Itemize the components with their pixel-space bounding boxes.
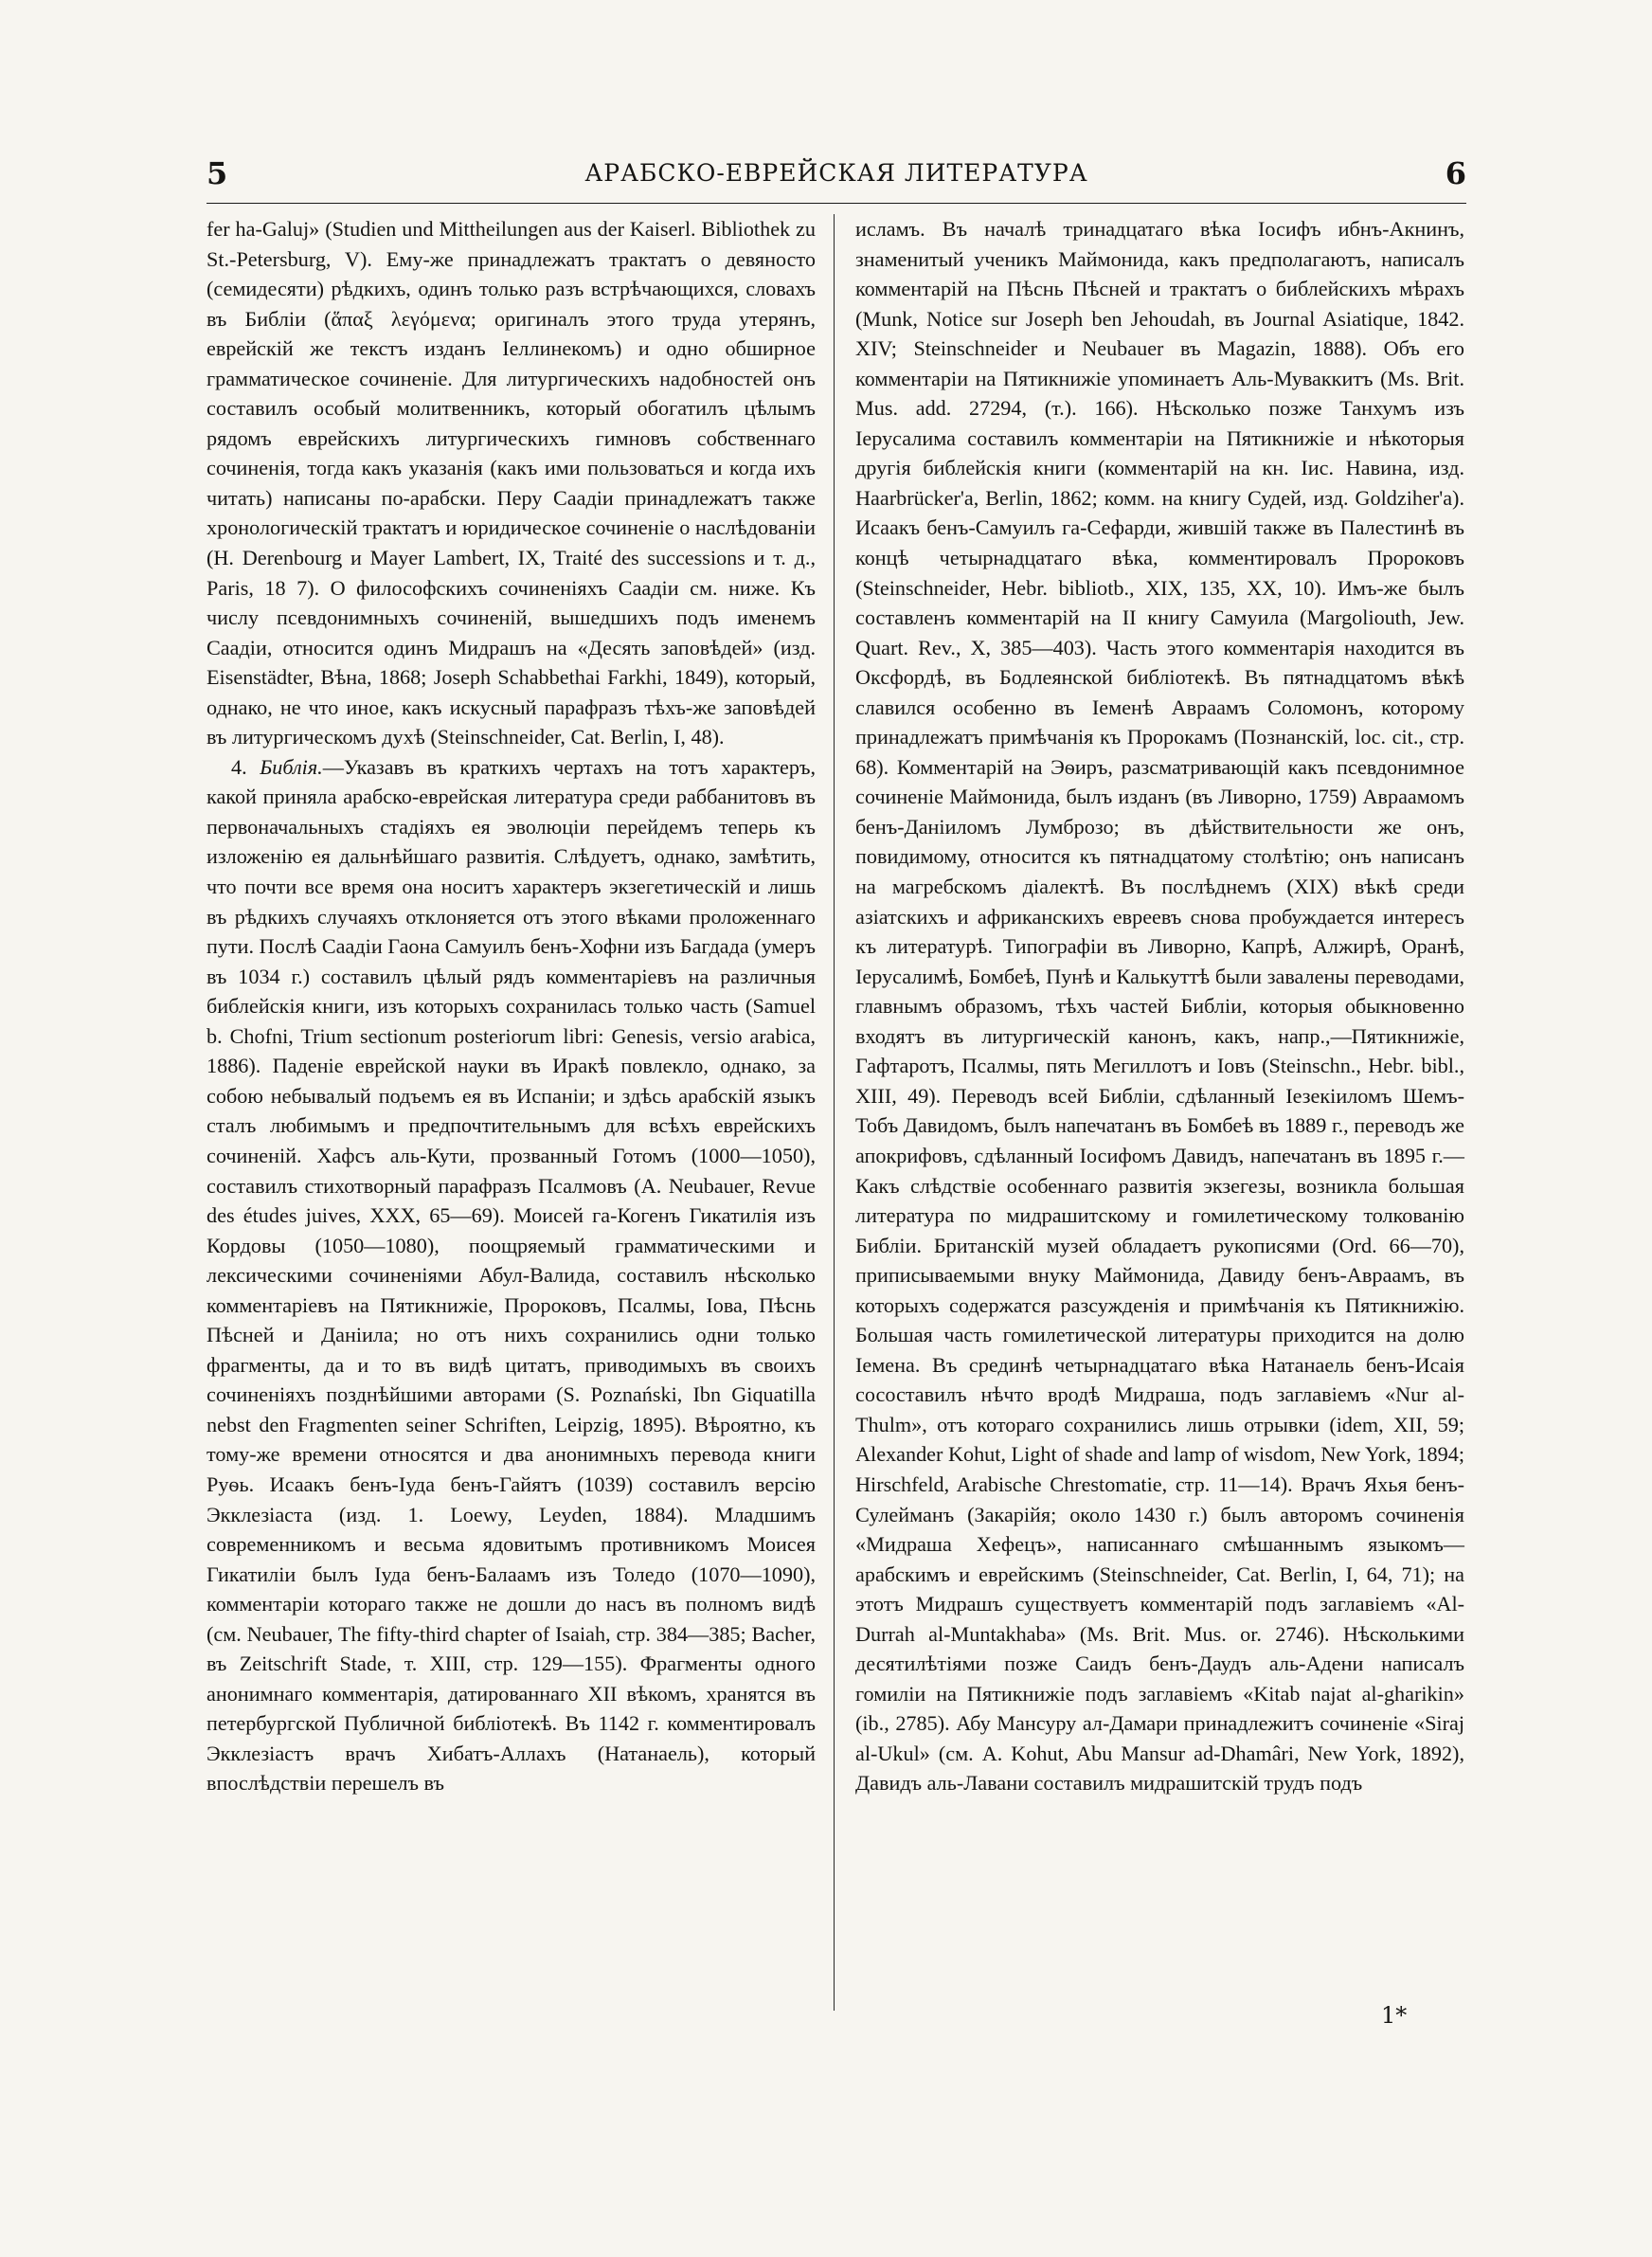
right-column xyxy=(855,214,1464,1798)
running-header xyxy=(206,155,1466,193)
header-rule xyxy=(206,203,1466,204)
column-divider xyxy=(834,214,835,2011)
page-number-left: 5 xyxy=(206,155,228,191)
section-number: 4. xyxy=(231,754,247,779)
left-paragraph-1: fer ha-Galuj» (Studien und Mittheilungen aus der Kaiserl. Bibliothek zu St.-Petersburg, V). Ему-же принадлежатъ трактатъ о девяносто (семидесяти) рѣдкихъ, одинъ только разъ встрѣчающихся, словахъ въ Библіи (ἅπαξ λεγόμενα; оригиналъ этого труда утерянъ, еврейскій же текстъ изданъ Іеллинекомъ) и одно обширное грамматическое сочиненіе. Для литургическихъ надобностей онъ составилъ особый молитвенникъ, который обогатилъ цѣлымъ рядомъ еврейскихъ литургическихъ гимновъ собственнаго сочиненія, тогда какъ указанія (какъ ими пользоваться и когда ихъ читать) написаны по-арабски. Перу Саадіи принадлежатъ также хронологическій трактатъ и юридическое сочиненіе о наслѣдованіи (H. Derenbourg и Mayer Lambert, IX, Traité des successions и т. д., Paris, 18 7). О философскихъ сочиненіяхъ Саадіи см. ниже. Къ числу псевдонимныхъ сочиненій, вышедшихъ подъ именемъ Саадіи, относится одинъ Мидрашъ на «Десять заповѣдей» (изд. Eisenstädter, Вѣна, 1868; Joseph Schabbethai Farkhi, 1849), который, однако, не что иное, какъ искусный парафразъ тѣхъ-же заповѣдей въ литургическомъ духѣ (Steinschneider, Cat. Berlin, I, 48). xyxy=(206,217,816,749)
right-paragraph-1: исламъ. Въ началѣ тринадцатаго вѣка Іосифъ ибнъ-Акнинъ, знаменитый ученикъ Маймонида, какъ предполагаютъ, написалъ комментарій на Пѣснь Пѣсней и трактатъ о библейскихъ мѣрахъ (Munk, Notice sur Joseph ben Jehoudah, въ Journal Asiatique, 1842. XIV; Steinschneider и Neubauer въ Magazin, 1888). Объ его комментаріи на Пятикнижіе упоминаетъ Аль-Муваккитъ (Ms. Brit. Mus. add. 27294, (т.). 166). Нѣсколько позже Танхумъ изъ Іерусалима составилъ комментаріи на Пятикнижіе и нѣкоторыя другія библейскія книги (комментарій на кн. Іис. Навина, изд. Haarbrücker'a, Berlin, 1862; комм. на книгу Судей, изд. Goldziher'a). Исаакъ бенъ-Самуилъ га-Сефарди, жившій также въ Палестинѣ въ концѣ четырнадцатаго вѣка, комментировалъ Пророковъ (Steinschneider, Hebr. bibliotb., XIX, 135, XX, 10). Имъ-же былъ составленъ комментарій на II книгу Самуила (Margoliouth, Jew. Quart. Rev., X, 385—403). Часть этого комментарія находится въ Оксфордѣ, въ Бодлеянской библіотекѣ. Въ пятнадцатомъ вѣкѣ славился особенно въ Іеменѣ Авраамъ Соломонъ, которому принадлежатъ примѣчанія къ Пророкамъ (Познанскій, loc. cit., стр. 68). Комментарій на Эѳиръ, разсматривающій какъ псевдонимное сочиненіе Маймонида, былъ изданъ (въ Ливорно, 1759) Авраамомъ бенъ-Даніиломъ Лумброзо; въ дѣйствительности же онъ, повидимому, относится къ пятнадцатому столѣтію; онъ написанъ на магребскомъ діалектѣ. Въ послѣднемъ (XIX) вѣкѣ среди азіатскихъ и африканскихъ евреевъ снова пробуждается интересъ къ литературѣ. Типографіи въ Ливорно, Капрѣ, Алжирѣ, Оранѣ, Іерусалимѣ, Бомбеѣ, Пунѣ и Калькуттѣ были завалены переводами, главнымъ образомъ, тѣхъ частей Библіи, которыя обыкновенно входятъ въ литургическій канонъ, какъ, напр.,—Пятикнижіе, Гафтаротъ, Псалмы, пять Мегиллотъ и Іовъ (Steinschn., Hebr. bibl., XIII, 49). Переводъ всей Библіи, сдѣланный Іезекіиломъ Шемъ-Тобъ Давидомъ, былъ напечатанъ въ Бомбеѣ въ 1889 г., переводъ же апокрифовъ, сдѣланный Іосифомъ Давидъ, напечатанъ въ 1895 г.—Какъ слѣдствіе особеннаго развитія экзегезы, возникла большая литература по мидрашитскому и гомилетическому толкованію Библіи. Британскій музей обладаетъ рукописями (Ord. 66—70), приписываемыми внуку Маймонида, Давиду бенъ-Авраамъ, въ которыхъ содержатся разсужденія и примѣчанія къ Пятикнижію. Большая часть гомилетической литературы приходится на долю Іемена. Въ срединѣ четырнадцатаго вѣка Натанаель бенъ-Исаія сосоставилъ нѣчто вродѣ Мидраша, подъ заглавіемъ «Nur al-Thulm», отъ котораго сохранились лишь отрывки (idem, XII, 59; Alexander Kohut, Light of shade and lamp of wisdom, New York, 1894; Hirschfeld, Arabische Chrestomatie, стр. 11—14). Врачъ Яхья бенъ-Сулейманъ (Закарійя; около 1430 г.) былъ авторомъ сочиненія «Мидраша Хефецъ», написаннаго смѣшаннымъ языкомъ—арабскимъ и еврейскимъ (Steinschneider, Cat. Berlin, I, 64, 71); на этотъ Мидрашъ существуетъ комментарій подъ заглавіемъ «Al-Durrah al-Muntakhaba» (Ms. Brit. Mus. or. 2746). Нѣсколькими десятилѣтіями позже Саидъ бенъ-Даудъ аль-Адени написалъ гомиліи на Пятикнижіе подъ заглавіемъ «Kitab najat al-gharikin» (ib., 2785). Абу Мансуру ал-Дамари принадлежитъ сочиненіе «Siraj al-Ukul» (см. A. Kohut, Abu Mansur ad-Dhamâri, New York, 1892), Давидъ аль-Лавани составилъ мидрашитскій трудъ подъ xyxy=(855,217,1464,1796)
left-column xyxy=(206,214,816,1798)
running-title: АРАБСКО-ЕВРЕЙСКАЯ ЛИТЕРАТУРА xyxy=(584,159,1088,187)
section-body: —Указавъ въ краткихъ чертахъ на тотъ характеръ, какой приняла арабско-еврейская литература среди раббанитовъ въ первоначальныхъ стадіяхъ ея эволюціи перейдемъ теперь къ изложенію ея дальнѣйшаго развитія. Слѣдуетъ, однако, замѣтить, что почти все время она носитъ характеръ экзегетическій и лишь въ рѣдкихъ случаяхъ отклоняется отъ этого вѣками проложеннаго пути. Послѣ Саадіи Гаона Самуилъ бенъ-Хофни изъ Багдада (умеръ въ 1034 г.) составилъ цѣлый рядъ комментаріевъ на различныя библейскія книги, изъ которыхъ сохранилась только часть (Samuel b. Chofni, Trium sectionum posteriorum libri: Genesis, versio arabica, 1886). Паденіе еврейской науки въ Иракѣ повлекло, однако, за собою небывалый подъемъ ея въ Испаніи; и здѣсь арабскій языкъ сталъ любимымъ и предпочтительнымъ для всѣхъ еврейскихъ сочиненій. Хафсъ аль-Кути, прозванный Готомъ (1000—1050), составилъ стихотворный парафразъ Псалмовъ (A. Neubauer, Revue des études juives, XXX, 65—69). Моисей га-Когенъ Гикатилія изъ Кордовы (1050—1080), поощряемый грамматическими и лексическими сочиненіями Абул-Валида, составилъ нѣсколько комментаріевъ на Пятикнижіе, Пророковъ, Псалмы, Іова, Пѣснь Пѣсней и Даніила; но отъ нихъ сохранились одни только фрагменты, да и то въ видѣ цитатъ, приводимыхъ въ своихъ сочиненіяхъ позднѣйшими авторами (S. Poznański, Ibn Giquatilla nebst den Fragmenten seiner Schriften, Leipzig, 1895). Вѣроятно, къ тому-же времени относятся и два анонимныхъ перевода книги Руѳь. Исаакъ бенъ-Іуда бенъ-Гайятъ (1039) составилъ версію Экклезіаста (изд. 1. Loewy, Leyden, 1884). Младшимъ современникомъ и весьма ядовитымъ противникомъ Моисея Гикатиліи былъ Іуда бенъ-Балаамъ изъ Толедо (1070—1090), комментаріи котораго также не дошли до насъ въ полномъ видѣ (см. Neubauer, The fifty-third chapter of Isaiah, стр. 384—385; Bacher, въ Zeitschrift Stade, т. XIII, стр. 129—155). Фрагменты одного анонимнаго комментарія, датированнаго XII вѣкомъ, хранятся въ петербургской Публичной библіотекѣ. Въ 1142 г. комментировалъ Экклезіастъ врачъ Хибатъ-Аллахъ (Натанаель), который впослѣдствіи перешелъ въ xyxy=(206,754,816,1796)
signature-mark: 1* xyxy=(1381,2002,1408,2029)
left-paragraph-2 xyxy=(206,752,816,1798)
page-number-right: 6 xyxy=(1445,155,1466,191)
section-title: Библія. xyxy=(260,754,323,779)
